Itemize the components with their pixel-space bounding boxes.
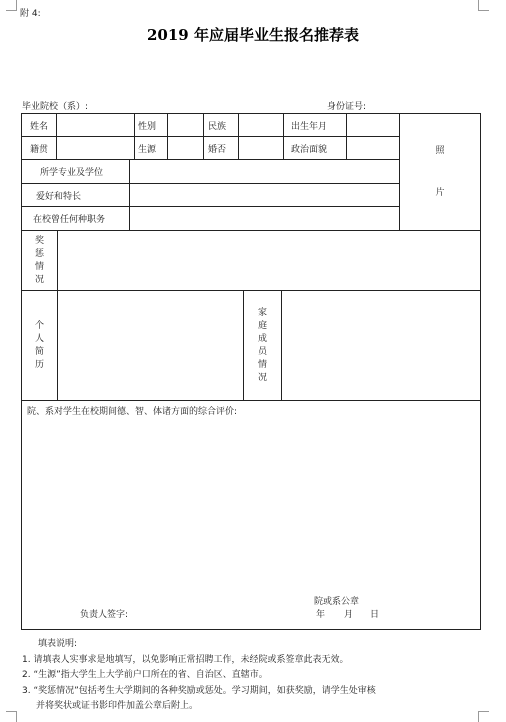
date-day-label: 日: [370, 610, 380, 620]
native-place-label: 籍贯: [30, 144, 49, 155]
note-item: 并将奖状或证书影印件加盖公章后附上。: [36, 701, 199, 711]
signer-label: 负责人签字:: [80, 610, 129, 620]
positions-held-label: 在校曾任何种职务: [33, 215, 106, 225]
photo-label-bottom: 片: [435, 187, 445, 198]
note-item: 1. 请填表人实事求是地填写，以免影响正常招聘工作，未经院或系签章此表无效。: [22, 655, 349, 665]
origin-field[interactable]: [168, 137, 203, 159]
marital-status-field[interactable]: [239, 137, 283, 159]
name-field[interactable]: [57, 114, 134, 136]
political-status-field[interactable]: [347, 137, 399, 159]
note-item: 2. “生源”指大学生上大学前户口所在的省、自治区、直辖市。: [22, 670, 268, 680]
family-members-field[interactable]: [282, 291, 480, 400]
id-number-label: 身份证号:: [327, 102, 367, 112]
school-label: 毕业院校（系）:: [22, 102, 89, 112]
ethnicity-label: 民族: [208, 121, 227, 132]
gender-label: 性别: [138, 121, 157, 132]
awards-label: 奖 惩 情 况: [34, 235, 44, 285]
photo-label-top: 照: [435, 145, 445, 156]
crop-mark-bottom-right: [478, 711, 489, 722]
annex-label: 附 4:: [20, 9, 41, 19]
date-year-label: 年: [316, 610, 326, 620]
awards-field[interactable]: [58, 231, 480, 290]
political-status-label: 政治面貌: [291, 144, 328, 155]
positions-held-field[interactable]: [130, 207, 399, 230]
crop-mark-top-left: [6, 0, 17, 11]
origin-label: 生源: [138, 144, 157, 155]
resume-field[interactable]: [58, 291, 243, 400]
notes-heading: 填表说明:: [38, 639, 78, 649]
ethnicity-field[interactable]: [239, 114, 283, 136]
page-title: 2019 年应届毕业生报名推荐表: [147, 26, 359, 44]
crop-mark-bottom-left: [6, 711, 17, 722]
note-item: 3. “奖惩情况”包括考生大学期间的各种奖励或惩处。学习期间，如获奖励，请学生处审核: [22, 686, 376, 696]
hobbies-label: 爱好和特长: [36, 191, 82, 202]
name-label: 姓名: [30, 121, 49, 132]
native-place-field[interactable]: [57, 137, 134, 159]
evaluation-field[interactable]: [22, 416, 480, 596]
evaluation-label: 院、系对学生在校期间德、智、体诸方面的综合评价:: [27, 407, 238, 417]
gender-field[interactable]: [168, 114, 203, 136]
hobbies-field[interactable]: [130, 184, 399, 206]
birth-date-field[interactable]: [347, 114, 399, 136]
date-month-label: 月: [344, 610, 354, 620]
family-members-label: 家 庭 成 员 情 况: [257, 307, 267, 383]
seal-label: 院或系公章: [314, 597, 360, 607]
marital-status-label: 婚否: [208, 144, 227, 155]
resume-label: 个 人 简 历: [34, 320, 44, 370]
crop-mark-top-right: [478, 0, 489, 11]
birth-date-label: 出生年月: [291, 121, 328, 132]
major-degree-label: 所学专业及学位: [40, 168, 104, 178]
major-degree-field[interactable]: [130, 160, 399, 183]
